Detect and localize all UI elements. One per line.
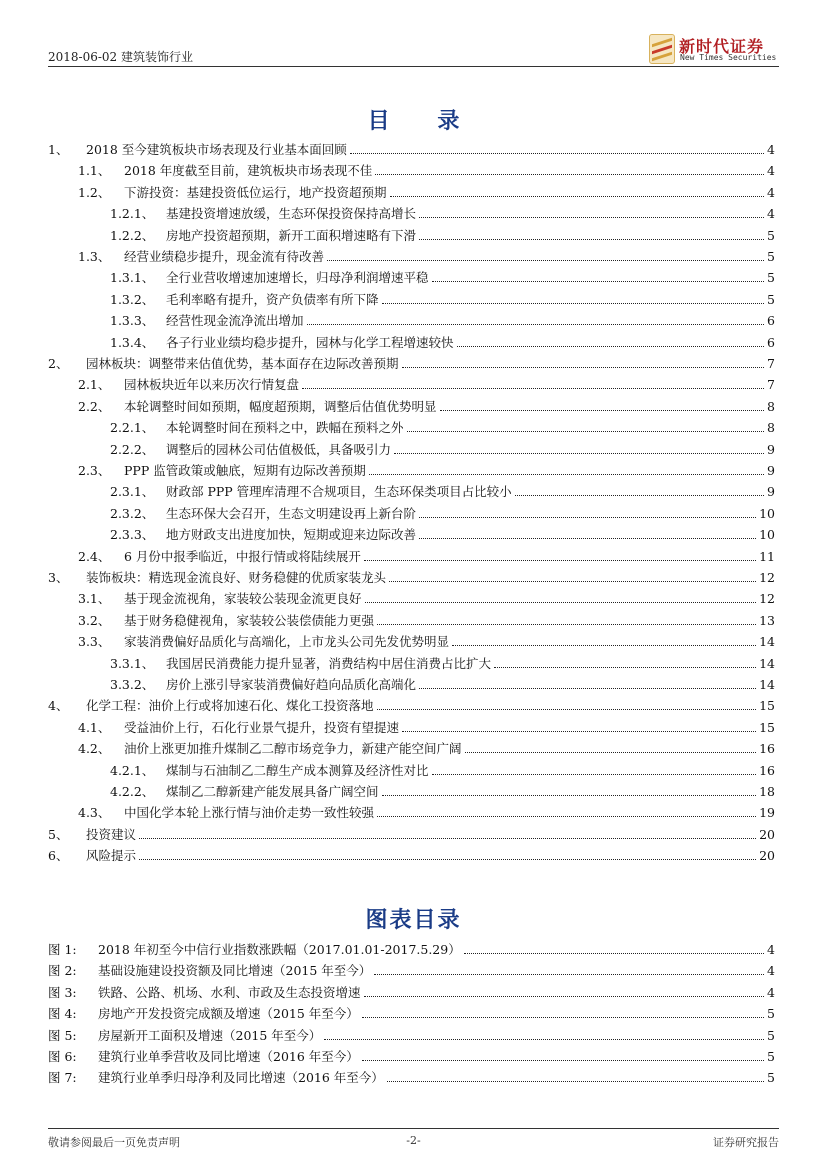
figure-entry[interactable] [48,940,775,958]
toc-entry-page: 13 [759,612,775,628]
toc-entry-title: 基于现金流视角，家装较公装现金流更良好 [124,591,362,607]
toc-entry-number: 1.3、 [78,249,111,264]
toc-entry-page: 4 [767,206,775,222]
toc-entry[interactable] [78,397,775,415]
figure-entry-page: 5 [767,1070,775,1086]
dot-leader [465,752,757,753]
toc-entry-title: 化学工程：油价上行或将加速石化、煤化工投资落地 [86,698,374,714]
figure-entry[interactable] [48,1068,775,1086]
toc-entry[interactable] [78,375,775,393]
dot-leader [377,816,756,817]
toc-entry-number: 2.3、 [78,463,111,478]
figure-list-title: 图表目录 [365,907,462,933]
toc-entry-page: 20 [759,848,775,864]
header-divider [48,66,779,67]
toc-entry[interactable] [110,482,775,500]
toc-entry[interactable] [110,504,775,522]
dot-leader [362,1017,764,1018]
toc-entry-title: 受益油价上行，石化行业景气提升，投资有望提速 [124,719,400,735]
toc-entry-page: 5 [767,291,775,307]
toc-entry-title: 家装消费偏好品质化与高端化，上市龙头公司先发优势明显 [124,634,450,650]
toc-entry-page: 20 [759,826,775,842]
figure-entry-caption: 铁路、公路、机场、水利、市政及生态投资增速 [98,984,361,1000]
toc-entry-number: 2.2、 [78,398,111,414]
dot-leader [389,581,756,582]
dot-leader [324,1039,764,1040]
toc-entry[interactable] [48,846,775,864]
figure-entry-number: 图 2: [48,963,77,979]
figure-entry-caption: 基础设施建设投资额及同比增速（2015 年至今） [98,963,372,979]
toc-entry-number: 4.1、 [78,719,111,735]
toc-entry-page: 18 [759,784,775,799]
figure-entry-number: 图 5: [48,1027,77,1043]
toc-entry-title: 煤制与石油制乙二醇生产成本测算及经济性对比 [166,762,429,778]
toc-entry-number: 4、 [48,698,69,714]
toc-entry-page: 11 [759,548,775,564]
toc-entry-number: 6、 [48,848,69,864]
toc-entry-title: 房地产投资超预期，新开工面积增速略有下滑 [166,227,417,243]
toc-entry-number: 2.1、 [78,377,111,393]
dot-leader [402,367,765,368]
toc-entry-title: 2018 年度截至目前，建筑板块市场表现不佳 [124,163,373,179]
dot-leader [464,953,764,954]
dot-leader [350,153,764,154]
toc-entry-number: 2.3.2、 [110,505,155,521]
toc-entry-number: 2.2.2、 [110,441,155,457]
dot-leader [369,474,764,475]
toc-entry[interactable] [110,333,775,351]
toc-entry-number: 2.3.3、 [110,527,155,543]
figure-entry-page: 4 [767,942,775,957]
figure-entry[interactable] [48,1026,775,1044]
dot-leader [377,709,757,710]
logo-chinese-name: 新时代证券 [679,37,765,56]
toc-entry-number: 4.3、 [78,805,111,821]
toc-entry-number: 2.4、 [78,548,111,564]
toc-entry[interactable] [78,632,775,650]
dot-leader [365,602,757,603]
company-logo [649,34,779,66]
toc-entry[interactable] [78,461,775,479]
toc-entry-page: 9 [767,463,775,478]
toc-entry-title: 装饰板块：精选现金流良好、财务稳健的优质家装龙头 [86,570,387,585]
toc-entry-title: 各子行业业绩均稳步提升，园林与化学工程增速较快 [166,334,454,350]
figure-entry-page: 4 [767,984,775,1000]
toc-entry[interactable] [78,589,775,607]
toc-entry[interactable] [78,161,775,179]
toc-entry-title: 基于财务稳健视角，家装较公装偿债能力更强 [124,612,375,628]
toc-entry-title: 煤制乙二醇新建产能发展具备广阔空间 [166,784,379,799]
toc-entry-number: 1.3.4、 [110,334,155,350]
toc-entry-title: 调整后的园林公司估值极低，具备吸引力 [166,441,392,457]
dot-leader [375,174,764,175]
toc-entry-title: 全行业营收增速加速增长，归母净利润增速平稳 [166,270,429,286]
dot-leader [364,560,756,561]
figure-entry-number: 图 6: [48,1049,77,1064]
toc-entry-number: 4.2、 [78,741,111,757]
toc-entry-page: 8 [767,420,775,436]
figure-entry-number: 图 1: [48,942,77,957]
toc-entry-number: 1.3.1、 [110,270,155,286]
toc-entry-page: 9 [767,484,775,500]
toc-entry[interactable] [110,782,775,800]
toc-entry-title: 毛利率略有提升，资产负债率有所下降 [166,291,379,307]
toc-entry-page: 5 [767,249,775,264]
figure-entry[interactable] [48,1047,775,1065]
toc-entry-page: 16 [759,741,775,757]
figure-entry-page: 5 [767,1049,775,1064]
toc-entry-title: 投资建议 [86,826,137,842]
toc-entry-title: 经营性现金流净流出增加 [166,313,304,329]
toc-entry-page: 15 [759,698,775,714]
toc-entry[interactable] [110,311,775,329]
toc-entry-number: 3.3、 [78,634,111,650]
toc-entry-page: 14 [759,655,775,671]
toc-entry-page: 12 [759,591,775,607]
toc-entry-title: PPP 监管政策或触底，短期有边际改善预期 [124,463,366,478]
toc-entry-number: 4.2.2、 [110,784,155,799]
toc-entry[interactable] [48,354,775,372]
toc-entry-number: 3.3.1、 [110,655,155,671]
dot-leader [139,859,756,860]
toc-entry-page: 7 [767,356,775,371]
figure-entry-number: 图 7: [48,1070,77,1086]
figure-entry-number: 图 4: [48,1006,77,1022]
toc-entry-page: 9 [767,441,775,457]
toc-title: 目 录 [367,108,480,134]
dot-leader [390,196,765,197]
toc-entry[interactable] [110,226,775,244]
figure-entry-number: 图 3: [48,984,77,1000]
toc-entry-page: 10 [759,505,775,521]
page-number: -2- [406,1134,421,1147]
dot-leader [382,303,765,304]
figure-entry-caption: 2018 年初至今中信行业指数涨跌幅（2017.01.01-2017.5.29） [98,942,461,957]
dot-leader [440,410,765,411]
toc-entry-title: 基建投资增速放缓，生态环保投资保持高增长 [166,206,417,222]
toc-entry[interactable] [110,290,775,308]
toc-entry-page: 12 [759,570,775,585]
figure-entry-page: 5 [767,1027,775,1043]
dot-leader [419,688,756,689]
figure-entry[interactable] [48,1004,775,1022]
toc-entry-page: 4 [767,142,775,157]
dot-leader [139,838,756,839]
toc-entry[interactable] [78,183,775,201]
dot-leader [377,624,756,625]
page-header [48,30,779,70]
figure-entry-caption: 建筑行业单季归母净利及同比增速（2016 年至今） [98,1070,384,1086]
footer-report-type: 证券研究报告 [713,1136,779,1149]
toc-entry[interactable] [48,696,775,714]
toc-entry-number: 5、 [48,826,69,842]
toc-entry-number: 3.1、 [78,591,111,607]
toc-entry-page: 10 [759,527,775,543]
toc-entry-page: 19 [759,805,775,821]
dot-leader [407,431,765,432]
toc-entry[interactable] [48,825,775,843]
dot-leader [494,667,756,668]
toc-entry[interactable] [110,440,775,458]
toc-entry[interactable] [110,761,775,779]
footer-disclaimer: 敬请参阅最后一页免责声明 [48,1136,180,1149]
toc-entry-number: 1.3.3、 [110,313,155,329]
toc-entry-title: 经营业绩稳步提升，现金流有待改善 [124,249,325,264]
toc-entry[interactable] [78,739,775,757]
toc-entry[interactable] [78,611,775,629]
header-date-industry: 2018-06-02 建筑装饰行业 [48,50,194,64]
toc-entry[interactable] [78,547,775,565]
toc-entry-title: 生态环保大会召开，生态文明建设再上新台阶 [166,505,417,521]
toc-entry-page: 8 [767,398,775,414]
toc-entry[interactable] [110,654,775,672]
toc-entry-number: 1、 [48,142,69,157]
figure-entry-page: 5 [767,1006,775,1022]
toc-entry[interactable] [48,140,775,158]
toc-entry-title: 6 月份中报季临近，中报行情或将陆续展开 [124,548,361,564]
dot-leader [419,217,764,218]
toc-entry[interactable] [110,204,775,222]
dot-leader [364,996,765,997]
toc-entry-number: 1.1、 [78,163,111,179]
figure-entry[interactable] [48,961,775,979]
toc-entry-title: 油价上涨更加推升煤制乙二醇市场竞争力，新建产能空间广阔 [124,741,462,757]
dot-leader [302,388,764,389]
toc-entry-number: 2、 [48,356,69,371]
toc-entry[interactable] [110,525,775,543]
dot-leader [362,1060,764,1061]
dot-leader [452,645,756,646]
toc-entry-number: 3、 [48,570,69,585]
toc-entry-page: 5 [767,270,775,286]
dot-leader [432,281,765,282]
toc-entry-title: 中国化学本轮上涨行情与油价走势一致性较强 [124,805,375,821]
dot-leader [382,795,757,796]
toc-entry-page: 5 [767,227,775,243]
dot-leader [457,346,765,347]
toc-entry[interactable] [78,803,775,821]
toc-entry-title: 本轮调整时间在预料之中，跌幅在预料之外 [166,420,404,436]
dot-leader [394,453,764,454]
dot-leader [419,517,756,518]
dot-leader [419,239,764,240]
toc-entry-page: 14 [759,634,775,650]
logo-english-name: New Times Securities [680,53,777,62]
toc-entry-title: 我国居民消费能力提升显著，消费结构中居住消费占比扩大 [166,655,492,671]
toc-entry-page: 4 [767,184,775,200]
toc-entry-number: 1.2.2、 [110,227,155,243]
toc-entry-page: 4 [767,163,775,179]
toc-entry-title: 下游投资：基建投资低位运行，地产投资超预期 [124,184,387,200]
toc-entry-page: 6 [767,334,775,350]
toc-entry-page: 16 [759,762,775,778]
toc-entry[interactable] [48,568,775,586]
toc-entry-title: 2018 至今建筑板块市场表现及行业基本面回顾 [86,142,347,157]
toc-entry-page: 7 [767,377,775,393]
dot-leader [515,495,764,496]
figure-entry-page: 4 [767,963,775,979]
toc-entry-title: 园林板块近年以来历次行情复盘 [124,377,300,393]
toc-entry-page: 6 [767,313,775,329]
figure-entry-caption: 建筑行业单季营收及同比增速（2016 年至今） [98,1049,359,1064]
footer-divider [48,1128,779,1129]
toc-entry-title: 风险提示 [86,848,137,864]
dot-leader [387,1081,764,1082]
toc-entry-number: 4.2.1、 [110,762,155,778]
dot-leader [432,774,757,775]
dot-leader [327,260,764,261]
figure-entry[interactable] [48,983,775,1001]
toc-entry-number: 2.3.1、 [110,484,155,500]
toc-entry-title: 财政部 PPP 管理库清理不合规项目，生态环保类项目占比较小 [166,484,512,500]
toc-entry-number: 1.2、 [78,184,111,200]
dot-leader [307,324,765,325]
toc-entry-page: 15 [759,719,775,735]
toc-entry-title: 地方财政支出进度加快，短期或迎来边际改善 [166,527,417,543]
dot-leader [419,538,756,539]
toc-entry-title: 园林板块：调整带来估值优势，基本面存在边际改善预期 [86,356,399,371]
toc-entry-number: 2.2.1、 [110,420,155,436]
figure-entry-caption: 房屋新开工面积及增速（2015 年至今） [98,1027,322,1043]
logo-mark-icon [649,34,675,64]
toc-entry-title: 房价上涨引导家装消费偏好趋向品质化高端化 [166,677,417,692]
toc-entry[interactable] [78,247,775,265]
toc-entry-number: 3.3.2、 [110,677,155,692]
toc-entry-title: 本轮调整时间如预期，幅度超预期，调整后估值优势明显 [124,398,437,414]
figure-entry-caption: 房地产开发投资完成额及增速（2015 年至今） [98,1006,359,1022]
toc-entry[interactable] [78,718,775,736]
toc-entry-page: 14 [759,677,775,692]
toc-entry-number: 3.2、 [78,612,111,628]
toc-entry[interactable] [110,418,775,436]
dot-leader [402,731,756,732]
toc-entry[interactable] [110,268,775,286]
dot-leader [374,974,764,975]
toc-entry[interactable] [110,675,775,693]
toc-entry-number: 1.3.2、 [110,291,155,307]
toc-entry-number: 1.2.1、 [110,206,155,222]
